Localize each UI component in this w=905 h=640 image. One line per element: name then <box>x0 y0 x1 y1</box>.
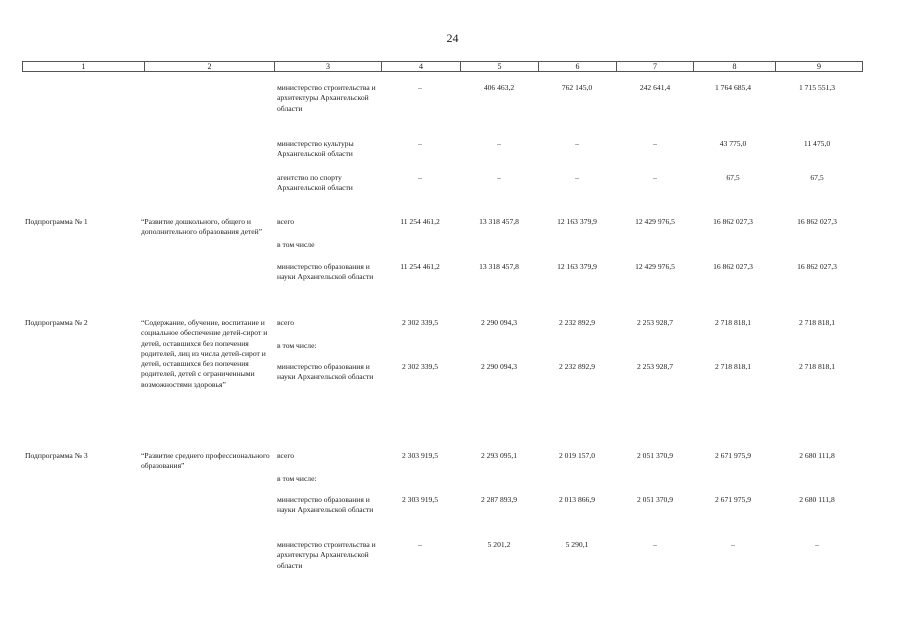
column-header-1: 1 <box>81 62 86 71</box>
executor-cell: всего <box>277 318 295 327</box>
value-cell: 2 253 928,7 <box>636 318 674 327</box>
value-cell: 2 287 893,9 <box>480 495 518 504</box>
value-cell: – <box>418 139 422 148</box>
column-header-3: 3 <box>274 62 381 71</box>
value-cell: 2 290 094,3 <box>480 318 518 327</box>
value-cell: – <box>418 540 422 549</box>
value-cell: 43 775,0 <box>719 139 747 148</box>
value-cell: 2 019 157,0 <box>558 451 596 460</box>
column-header-2: 2 <box>144 62 274 71</box>
column-header-7: 7 <box>616 62 693 71</box>
executor-cell: в том числе <box>277 240 315 249</box>
subprogram-label: Подпрограмма № 1 <box>25 217 88 226</box>
executor-cell: министерство образования и науки Архангельской области <box>277 362 374 382</box>
value-cell: 2 303 919,5 <box>401 495 439 504</box>
value-cell: 16 862 027,3 <box>797 217 837 226</box>
value-cell: 2 232 892,9 <box>558 362 596 371</box>
value-cell: – <box>731 540 735 549</box>
value-cell: 12 429 976,5 <box>635 262 675 271</box>
executor-cell: министерство культуры Архангельской области <box>277 139 354 159</box>
column-header-4: 4 <box>381 62 460 71</box>
value-cell: – <box>653 173 657 182</box>
value-cell: 2 718 818,1 <box>714 318 752 327</box>
value-cell: 11 254 461,2 <box>400 262 440 271</box>
value-cell: 67,5 <box>726 173 740 182</box>
value-cell: – <box>575 173 579 182</box>
value-cell: 11 254 461,2 <box>400 217 440 226</box>
subprogram-title: “Содержание, обучение, воспитание и социальное обеспечение детей-сирот и детей, оставшихся без попечения родителей, лиц из числа детей-сирот и детей, оставшихся без попечения родителей, детей с ограниченными возможностями здоровья” <box>141 318 268 389</box>
value-cell: 2 051 370,9 <box>636 495 674 504</box>
executor-cell: всего <box>277 451 295 460</box>
value-cell: 11 475,0 <box>803 139 831 148</box>
value-cell: – <box>653 139 657 148</box>
subprogram-label: Подпрограмма № 3 <box>25 451 88 460</box>
value-cell: 13 318 457,8 <box>479 217 519 226</box>
page-number: 24 <box>446 31 459 45</box>
column-header-6: 6 <box>538 62 616 71</box>
executor-cell: министерство строительства и архитектуры Архангельской области <box>277 83 376 113</box>
executor-cell: министерство образования и науки Архангельской области <box>277 262 374 282</box>
value-cell: 12 429 976,5 <box>635 217 675 226</box>
value-cell: 2 302 339,5 <box>401 362 439 371</box>
value-cell: 5 201,2 <box>487 540 511 549</box>
value-cell: 2 671 975,9 <box>714 495 752 504</box>
value-cell: 2 232 892,9 <box>558 318 596 327</box>
value-cell: 13 318 457,8 <box>479 262 519 271</box>
value-cell: 12 163 379,9 <box>557 262 597 271</box>
column-header-9: 9 <box>775 62 862 71</box>
value-cell: 2 303 919,5 <box>401 451 439 460</box>
executor-cell: всего <box>277 217 295 226</box>
subprogram-title: “Развитие среднего профессионального образования” <box>141 451 270 471</box>
value-cell: – <box>497 173 501 182</box>
subprogram-label: Подпрограмма № 2 <box>25 318 88 327</box>
value-cell: – <box>575 139 579 148</box>
value-cell: 2 718 818,1 <box>798 362 836 371</box>
subprogram-title: “Развитие дошкольного, общего и дополнительного образования детей” <box>141 217 263 237</box>
value-cell: 5 290,1 <box>565 540 589 549</box>
value-cell: – <box>418 173 422 182</box>
value-cell: – <box>418 83 422 92</box>
value-cell: 2 253 928,7 <box>636 362 674 371</box>
executor-cell: министерство образования и науки Архангельской области <box>277 495 374 515</box>
value-cell: – <box>815 540 819 549</box>
value-cell: 2 671 975,9 <box>714 451 752 460</box>
value-cell: 2 051 370,9 <box>636 451 674 460</box>
value-cell: 1 764 685,4 <box>714 83 752 92</box>
value-cell: 2 293 095,1 <box>480 451 518 460</box>
column-header-8: 8 <box>693 62 775 71</box>
value-cell: 2 718 818,1 <box>714 362 752 371</box>
executor-cell: министерство строительства и архитектуры Архангельской области <box>277 540 376 570</box>
value-cell: 1 715 551,3 <box>798 83 836 92</box>
value-cell: 242 641,4 <box>639 83 671 92</box>
value-cell: 406 463,2 <box>483 83 515 92</box>
executor-cell: в том числе: <box>277 341 317 350</box>
value-cell: 762 145,0 <box>561 83 593 92</box>
value-cell: 2 302 339,5 <box>401 318 439 327</box>
value-cell: – <box>653 540 657 549</box>
value-cell: 16 862 027,3 <box>797 262 837 271</box>
value-cell: 2 290 094,3 <box>480 362 518 371</box>
table-header-row <box>22 61 863 72</box>
value-cell: 2 680 111,8 <box>799 451 835 460</box>
value-cell: 67,5 <box>810 173 824 182</box>
value-cell: 16 862 027,3 <box>713 217 753 226</box>
executor-cell: агентство по спорту Архангельской области <box>277 173 353 193</box>
value-cell: – <box>497 139 501 148</box>
value-cell: 12 163 379,9 <box>557 217 597 226</box>
value-cell: 2 013 866,9 <box>558 495 596 504</box>
executor-cell: в том числе: <box>277 474 317 483</box>
value-cell: 2 680 111,8 <box>799 495 835 504</box>
value-cell: 2 718 818,1 <box>798 318 836 327</box>
column-header-5: 5 <box>460 62 538 71</box>
value-cell: 16 862 027,3 <box>713 262 753 271</box>
